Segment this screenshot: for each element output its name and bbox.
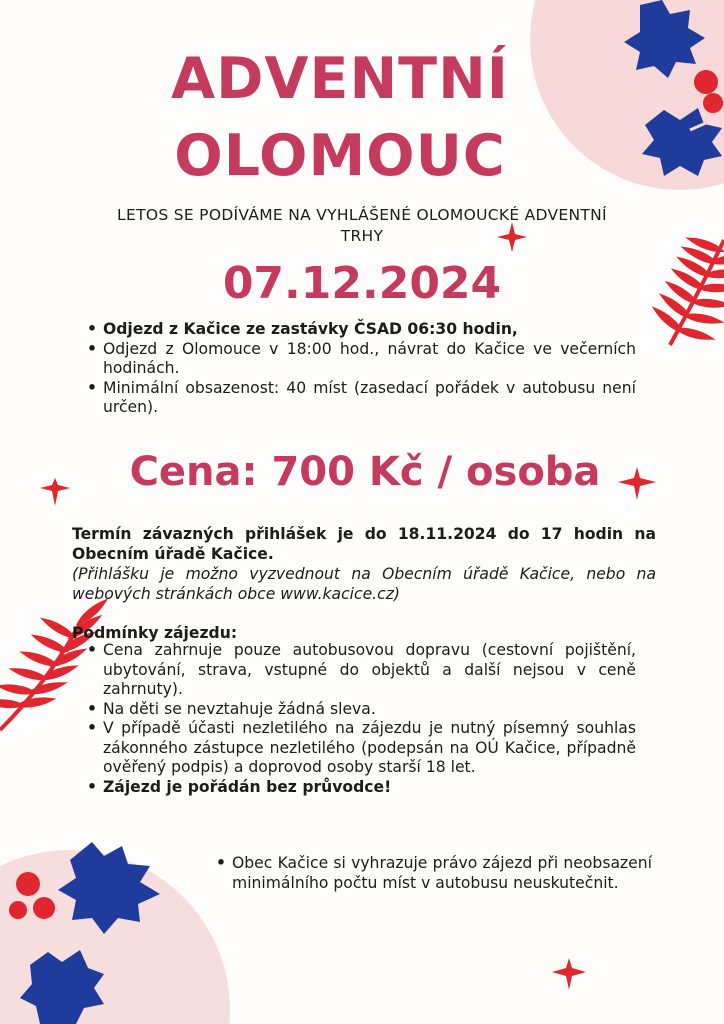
disclaimer: • Obec Kačice si vyhrazuje právo zájezd při neobsazení minimálního počtu míst v autobusu neuskutečnit. — [216, 854, 652, 893]
title-line-1: ADVENTNÍ — [171, 46, 509, 112]
conditions-title: Podmínky zájezdu: — [72, 624, 238, 642]
trip-info-item: • Minimální obsazenost: 40 míst (zasedací pořádek v autobusu není určen). — [87, 379, 636, 418]
registration-info — [72, 524, 656, 604]
disclaimer-list — [216, 854, 652, 893]
subtitle: LETOS SE PODÍVÁME NA VYHLÁŠENÉ OLOMOUCKÉ ADVENTNÍ TRHY — [117, 206, 607, 245]
trip-info-list — [87, 320, 636, 418]
condition-item: • Cena zahrnuje pouze autobusovou dopravu (cestovní pojištění, ubytování, strava, vstupné do objektů a další nejsou v ceně zahrnuty). — [87, 641, 636, 700]
trip-info-item: • Odjezd z Olomouce v 18:00 hod., návrat do Kačice ve večerních hodinách. — [87, 340, 636, 379]
registration-deadline: Termín závazných přihlášek je do 18.11.2024 do 17 hodin na Obecním úřadě Kačice. — [72, 525, 656, 563]
condition-item: • Zájezd je pořádán bez průvodce! — [87, 778, 636, 798]
condition-item: • V případě účasti nezletilého na zájezdu je nutný písemný souhlas zákonného zástupce nezletilého (podepsán na OÚ Kačice, případně ověřený podpis) a doprovod osoby starší 18 let. — [87, 719, 636, 778]
event-date: 07.12.2024 — [222, 258, 502, 309]
fern-right-icon — [656, 238, 724, 345]
trip-info-item: • Odjezd z Kačice ze zastávky ČSAD 06:30 hodin, — [87, 320, 636, 340]
title-line-2: OLOMOUC — [174, 123, 506, 189]
conditions-list — [87, 641, 636, 797]
condition-item: • Na děti se nevztahuje žádná sleva. — [87, 700, 636, 720]
price: Cena: 700 Kč / osoba — [129, 449, 601, 495]
registration-note: (Přihlášku je možno vyzvednout na Obecním úřadě Kačice, nebo na webových stránkách obce www.kacice.cz) — [72, 565, 656, 603]
